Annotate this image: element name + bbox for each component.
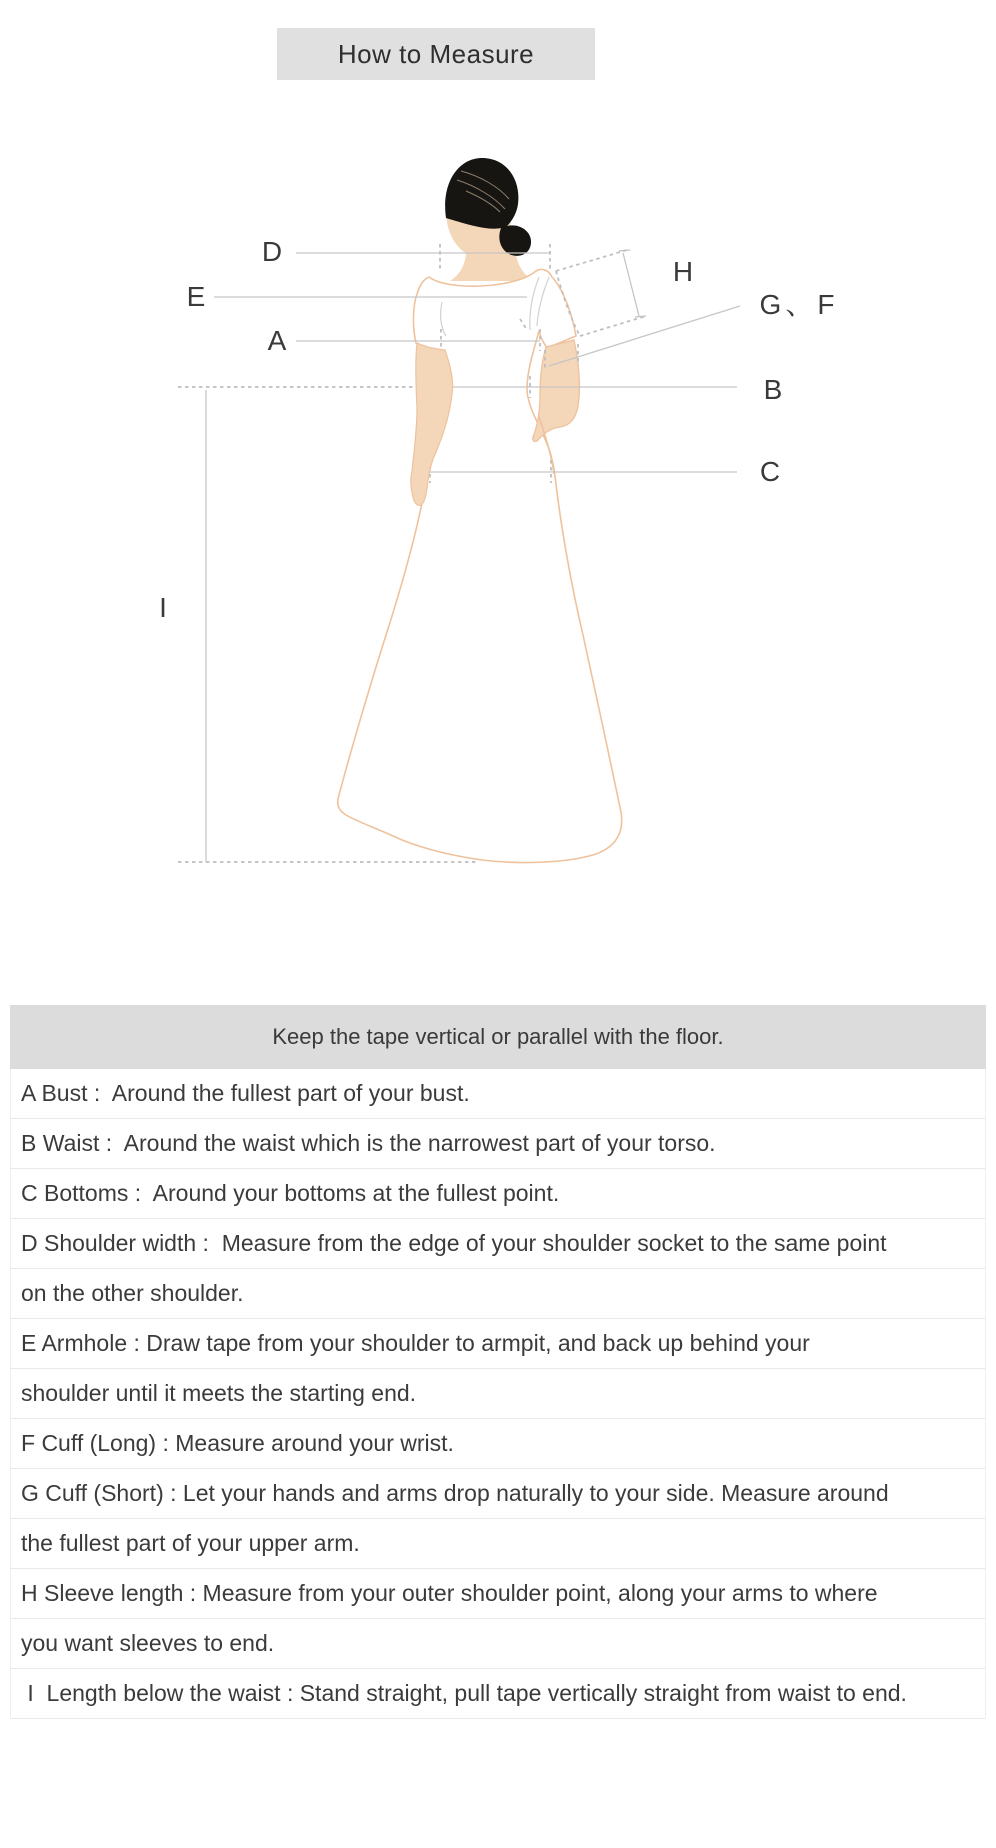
label-D: D [261,236,283,267]
measure-line-f: F Cuff (Long) : Measure around your wrist. [11,1419,985,1469]
label-C: C [759,456,781,487]
label-GF: G、F [759,289,839,320]
measure-line-i: I Length below the waist : Stand straight, pull tape vertically straight from waist to end. [11,1669,985,1719]
dress [338,269,622,862]
measure-line-h1: H Sleeve length : Measure from your outer shoulder point, along your arms to where [11,1569,985,1619]
measure-line-d1: D Shoulder width : Measure from the edge of your shoulder socket to the same point [11,1219,985,1269]
measure-line-e2: shoulder until it meets the starting end. [11,1369,985,1419]
label-A: A [267,325,287,356]
measure-line-h2: you want sleeves to end. [11,1619,985,1669]
line-GF-pointer [549,306,740,366]
measure-line-d2: on the other shoulder. [11,1269,985,1319]
sleeve-dimension-line [619,250,646,317]
table-header: Keep the tape vertical or parallel with the floor. [10,1005,986,1069]
measure-line-b: B Waist : Around the waist which is the narrowest part of your torso. [11,1119,985,1169]
page-title: How to Measure [277,28,595,80]
measure-line-a: A Bust : Around the fullest part of your bust. [11,1069,985,1119]
sleeve-dash-bottom [580,316,646,336]
measure-line-g1: G Cuff (Short) : Let your hands and arms drop naturally to your side. Measure around [11,1469,985,1519]
measure-line-c: C Bottoms : Around your bottoms at the fullest point. [11,1169,985,1219]
sleeve-dash-top [556,250,627,271]
label-H: H [672,256,694,287]
label-B: B [763,374,783,405]
label-E: E [186,281,206,312]
measure-line-g2: the fullest part of your upper arm. [11,1519,985,1569]
table-body [10,1069,986,1719]
right-arm [533,340,580,441]
measurement-table [10,1005,986,1719]
label-I: I [159,592,167,623]
measure-line-e1: E Armhole : Draw tape from your shoulder to armpit, and back up behind your [11,1319,985,1369]
